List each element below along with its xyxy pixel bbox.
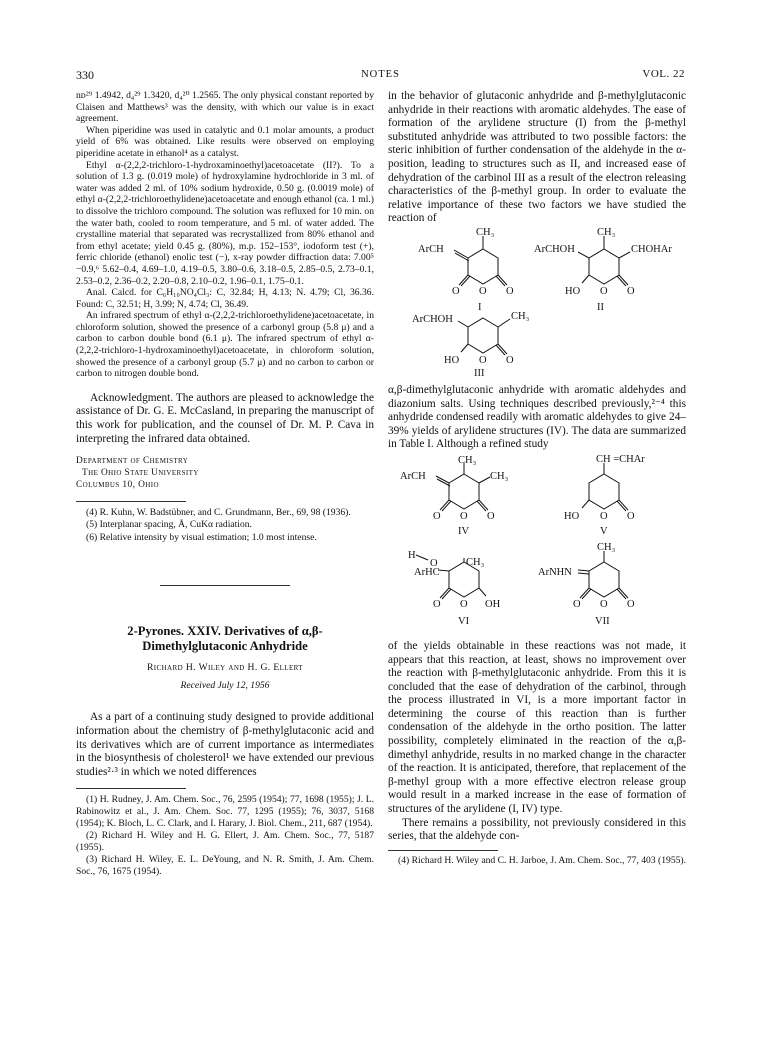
reference: (3) Richard H. Wiley, E. L. DeYoung, and N. R. Smith, J. Am. Chem. Soc., 76, 1675 (1954). <box>76 854 374 877</box>
structure-vi <box>408 550 501 627</box>
footnote: (6) Relative intensity by visual estimation; 1.0 most intense. <box>86 531 317 543</box>
methyl-label: CH₃ <box>490 470 509 482</box>
hydroxyl-label: OH <box>485 598 501 610</box>
reference: (2) Richard H. Wiley and H. G. Ellert, J. Am. Chem. Soc., 77, 5187 (1955). <box>76 830 374 853</box>
structure-iii <box>412 311 530 378</box>
substituent-label: ArHC <box>414 566 440 578</box>
volume-label: VOL. 22 <box>642 68 685 80</box>
acknowledgment: Acknowledgment. The authors are pleased to acknowledge the assistance of Dr. G. E. McCasland, in preparing the manuscript of this work for publication, and the counsel of Dr. M. P. Cava in interpreting the infrared data obtained. <box>76 391 374 445</box>
hydroxyl-label: HO <box>564 510 580 522</box>
substituent-label: ArCHOH <box>412 313 453 325</box>
hydroxyl-label: HO <box>444 354 460 366</box>
oxygen-label: O <box>433 510 441 522</box>
structure-v <box>564 454 645 537</box>
ring-oxygen-label: O <box>460 598 468 610</box>
substituent-label: CH =CHAr <box>596 453 645 465</box>
ring-oxygen-label: O <box>460 510 468 522</box>
oxygen-label: O <box>452 285 460 297</box>
affiliation-line: The Ohio State University <box>82 468 199 479</box>
oxygen-label: O <box>433 598 441 610</box>
paragraph: There remains a possibility, not previously considered in this series, that the aldehyde con- <box>388 816 686 843</box>
article-title: 2-Pyrones. XXIV. Derivatives of α,β-Dimethylglutaconic Anhydride <box>127 624 323 654</box>
structure-ii <box>534 228 672 313</box>
structure-number: IV <box>458 525 470 537</box>
methyl-label: CH₃ <box>597 227 616 238</box>
right-column <box>388 90 686 867</box>
structure-number: II <box>597 301 604 313</box>
received-date: Received July 12, 1956 <box>180 680 270 692</box>
paragraph: Ethyl α-(2,2,2-trichloro-1-hydroxaminoethyl)acetoacetate (II?). To a solution of 1.3 g. (0.019 mole) of hydroxylamine hydrochloride in 3 ml. of water was added 2 ml. of 10% sodium hydroxide, 0.50 g. (0.0019 mole) of ethyl α-(2,2,2-trichloroethylidene)acetoacetate and enough ethanol (ca. 1 ml.) to dissolve the trichloro compound. The solution was refluxed for 10 min. on the water bath, cooled to room temperature, and 5 ml. of water added. The crystalline material that separated was recrystallized from 80% ethanol and from ethyl acetate; yield 0.45 g. (80%), m.p. 152–153°, iodoform test (+), ferric chloride (ethanol) enolic test (−), x-ray powder diffraction data: 7.00⁵ −0.9,⁶ 5.62–0.4, 4.69–1.0, 4.19–0.5, 3.80–0.6, 3.18–0.5, 2.85–0.5, 2.73–0.1, 2.53–0.2, 2.36–0.2, 2.20–0.8, 2.10–0.2, 1.96–0.1, 1.75–0.1. <box>76 159 374 287</box>
methyl-label: CH₃ <box>476 227 495 238</box>
ring-oxygen-label: O <box>479 285 487 297</box>
page-number: 330 <box>76 68 94 82</box>
paragraph: An infrared spectrum of ethyl α-(2,2,2-trichloroethylidene)acetoacetate, in chloroform solution, showed the presence of a carbonyl group (5.8 μ) and a carbon to carbon double bond (6.1 μ). The infrared spectrum of ethyl α-(2,2,2-trichloro-1-hydroxaminoethyl)acetoacetate, in chloroform solution, showed the presence of a carbonyl group (5.7 μ) and no carbon to carbon or carbon to nitrogen double bond. <box>76 310 374 380</box>
substituent-label: ArNHN <box>538 566 572 578</box>
oxygen-label: O <box>627 598 635 610</box>
methyl-label: CH₃ <box>597 541 616 553</box>
methyl-label: CH₃ <box>511 310 530 322</box>
ring-oxygen-label: O <box>600 598 608 610</box>
oxygen-label: O <box>627 510 635 522</box>
structure-i <box>418 228 514 313</box>
article-authors: Richard H. Wiley and H. G. Ellert <box>146 662 303 674</box>
oxygen-label: O <box>506 354 514 366</box>
structure-number: V <box>600 525 608 537</box>
paragraph: Anal. Calcd. for C₆H₁₀NO₄Cl₃: C, 32.84; H, 4.13; N. 4.79; Cl, 36.36. Found: C, 32.51; H, 3.99; N, 4.74; Cl, 36.49. <box>76 287 374 310</box>
section-header: NOTES <box>361 69 400 80</box>
substituent-label: ArCH <box>418 243 444 255</box>
hydroxyl-label: HO <box>565 285 581 297</box>
structure-number: I <box>478 301 482 313</box>
footnote-divider <box>76 788 186 789</box>
footnote-divider <box>388 850 498 851</box>
structure-number: VII <box>595 615 610 627</box>
oxygen-label: O <box>627 285 635 297</box>
affiliation-line: Columbus 10, Ohio <box>76 479 159 490</box>
substituent-label: ArCHOH <box>534 243 575 255</box>
article-separator <box>160 585 290 586</box>
left-column <box>76 90 374 879</box>
intro-paragraph: As a part of a continuing study designed to provide additional information about the chemistry of β-methylglutaconic acid and its derivatives which are of current importance as intermediates in the biosynthesis of cholesterol¹ we have extended our previous studies²·³ in which we noted differences <box>76 711 374 778</box>
ring-oxygen-label: O <box>600 285 608 297</box>
methyl-label: CH₃ <box>466 556 485 568</box>
ring-oxygen-label: O <box>600 510 608 522</box>
paragraph: nᴅ²⁹ 1.4942, d₄²⁹ 1.3420, d₄²⁰ 1.2565. The only physical constant reported by Claisen and Matthews³ was the density, with which our value is in exact agreement. <box>76 90 374 125</box>
left-footnotes <box>76 507 374 544</box>
paragraph: When piperidine was used in catalytic and 0.1 molar amounts, a product yield of 6% was obtained. Like results were observed on employing piperidine acetate in ethanol⁴ as a catalyst. <box>76 124 374 159</box>
ring-oxygen-label: O <box>479 354 487 366</box>
structure-vii <box>538 542 635 627</box>
oxygen-label: O <box>573 598 581 610</box>
reference: (1) H. Rudney, J. Am. Chem. Soc., 76, 2595 (1954); 77, 1698 (1955); J. L. Rabinowitz et al., J. Am. Chem. Soc. 77, 1295 (1955); 76, 3037, 5168 (1954); K. Bloch, L. C. Clark, and I. Harary, J. Biol. Chem., 211, 687 (1954). <box>76 794 374 829</box>
footnote: (4) Richard H. Wiley and C. H. Jarboe, J. Am. Chem. Soc., 77, 403 (1955). <box>398 854 687 866</box>
chemical-structures-i-ii-iii <box>388 228 686 378</box>
structure-number: III <box>474 367 485 378</box>
paragraph: in the behavior of glutaconic anhydride and β-methylglutaconic anhydride in their reactions with aromatic aldehydes. The ease of formation of the arylidene structure (I) from the β-methyl substituted anhydride was attributed to two possible factors: the steric inhibition of further condensation of the aldehyde in the α-position, leading to structures such as II, and increased ease of dehydration of the carbinol III as a result of the electron releasing characteristics of the β-methyl group. In order to evaluate the relative importance of these two factors we have studied the reaction of <box>388 90 686 225</box>
structure-number: VI <box>458 615 470 627</box>
footnote-divider <box>76 501 186 502</box>
oxygen-label: O <box>506 285 514 297</box>
methyl-label: CH₃ <box>458 454 477 466</box>
structure-iv <box>400 455 509 537</box>
oxygen-label: O <box>487 510 495 522</box>
reference-list <box>76 794 374 877</box>
affiliation-line: Department of Chemistry <box>76 456 189 467</box>
substituent-label: CHOHAr <box>631 243 672 255</box>
left-previous-article <box>76 90 374 380</box>
oxygen-label: O <box>430 557 438 569</box>
substituent-label: ArCH <box>400 470 426 482</box>
paragraph: α,β-dimethylglutaconic anhydride with aromatic aldehydes and diazonium salts. Using techniques described previously,²⁻⁴ this anhydride condensed readily with aromatic aldehydes to give 24–39% yields of arylidene structures (IV). The data are summarized in Table I. Although a refined study <box>388 383 686 451</box>
footnote: (4) R. Kuhn, W. Badstübner, and C. Grundmann, Ber., 69, 98 (1936). <box>86 506 351 518</box>
footnote: (5) Interplanar spacing, Å, CuKα radiation. <box>86 519 252 531</box>
affiliation <box>76 456 374 491</box>
chemical-structures-iv-vii <box>388 454 686 632</box>
hydrogen-label: H <box>408 549 416 561</box>
paragraph: of the yields obtainable in these reactions was not made, it appears that this reaction, at least, shows no improvement over the reaction with β-methylglutaconic anhydride. From this it is concluded that the ease of dehydration of the carbinol, through the process illustrated in VI, is a more important factor in determining the course of this reaction than is further condensation of the aldehyde in the ortho position. The latter possibility, completely eliminated in the reaction of the α,β-dimethyl anhydride, results in no marked change in the character of the reaction. It is anticipated, therefore, that replacement of the β-methyl group with a more effective electron release group would result in a marked increase in the ease of formation of structures of the arylidene (I, IV) type. <box>388 639 686 816</box>
